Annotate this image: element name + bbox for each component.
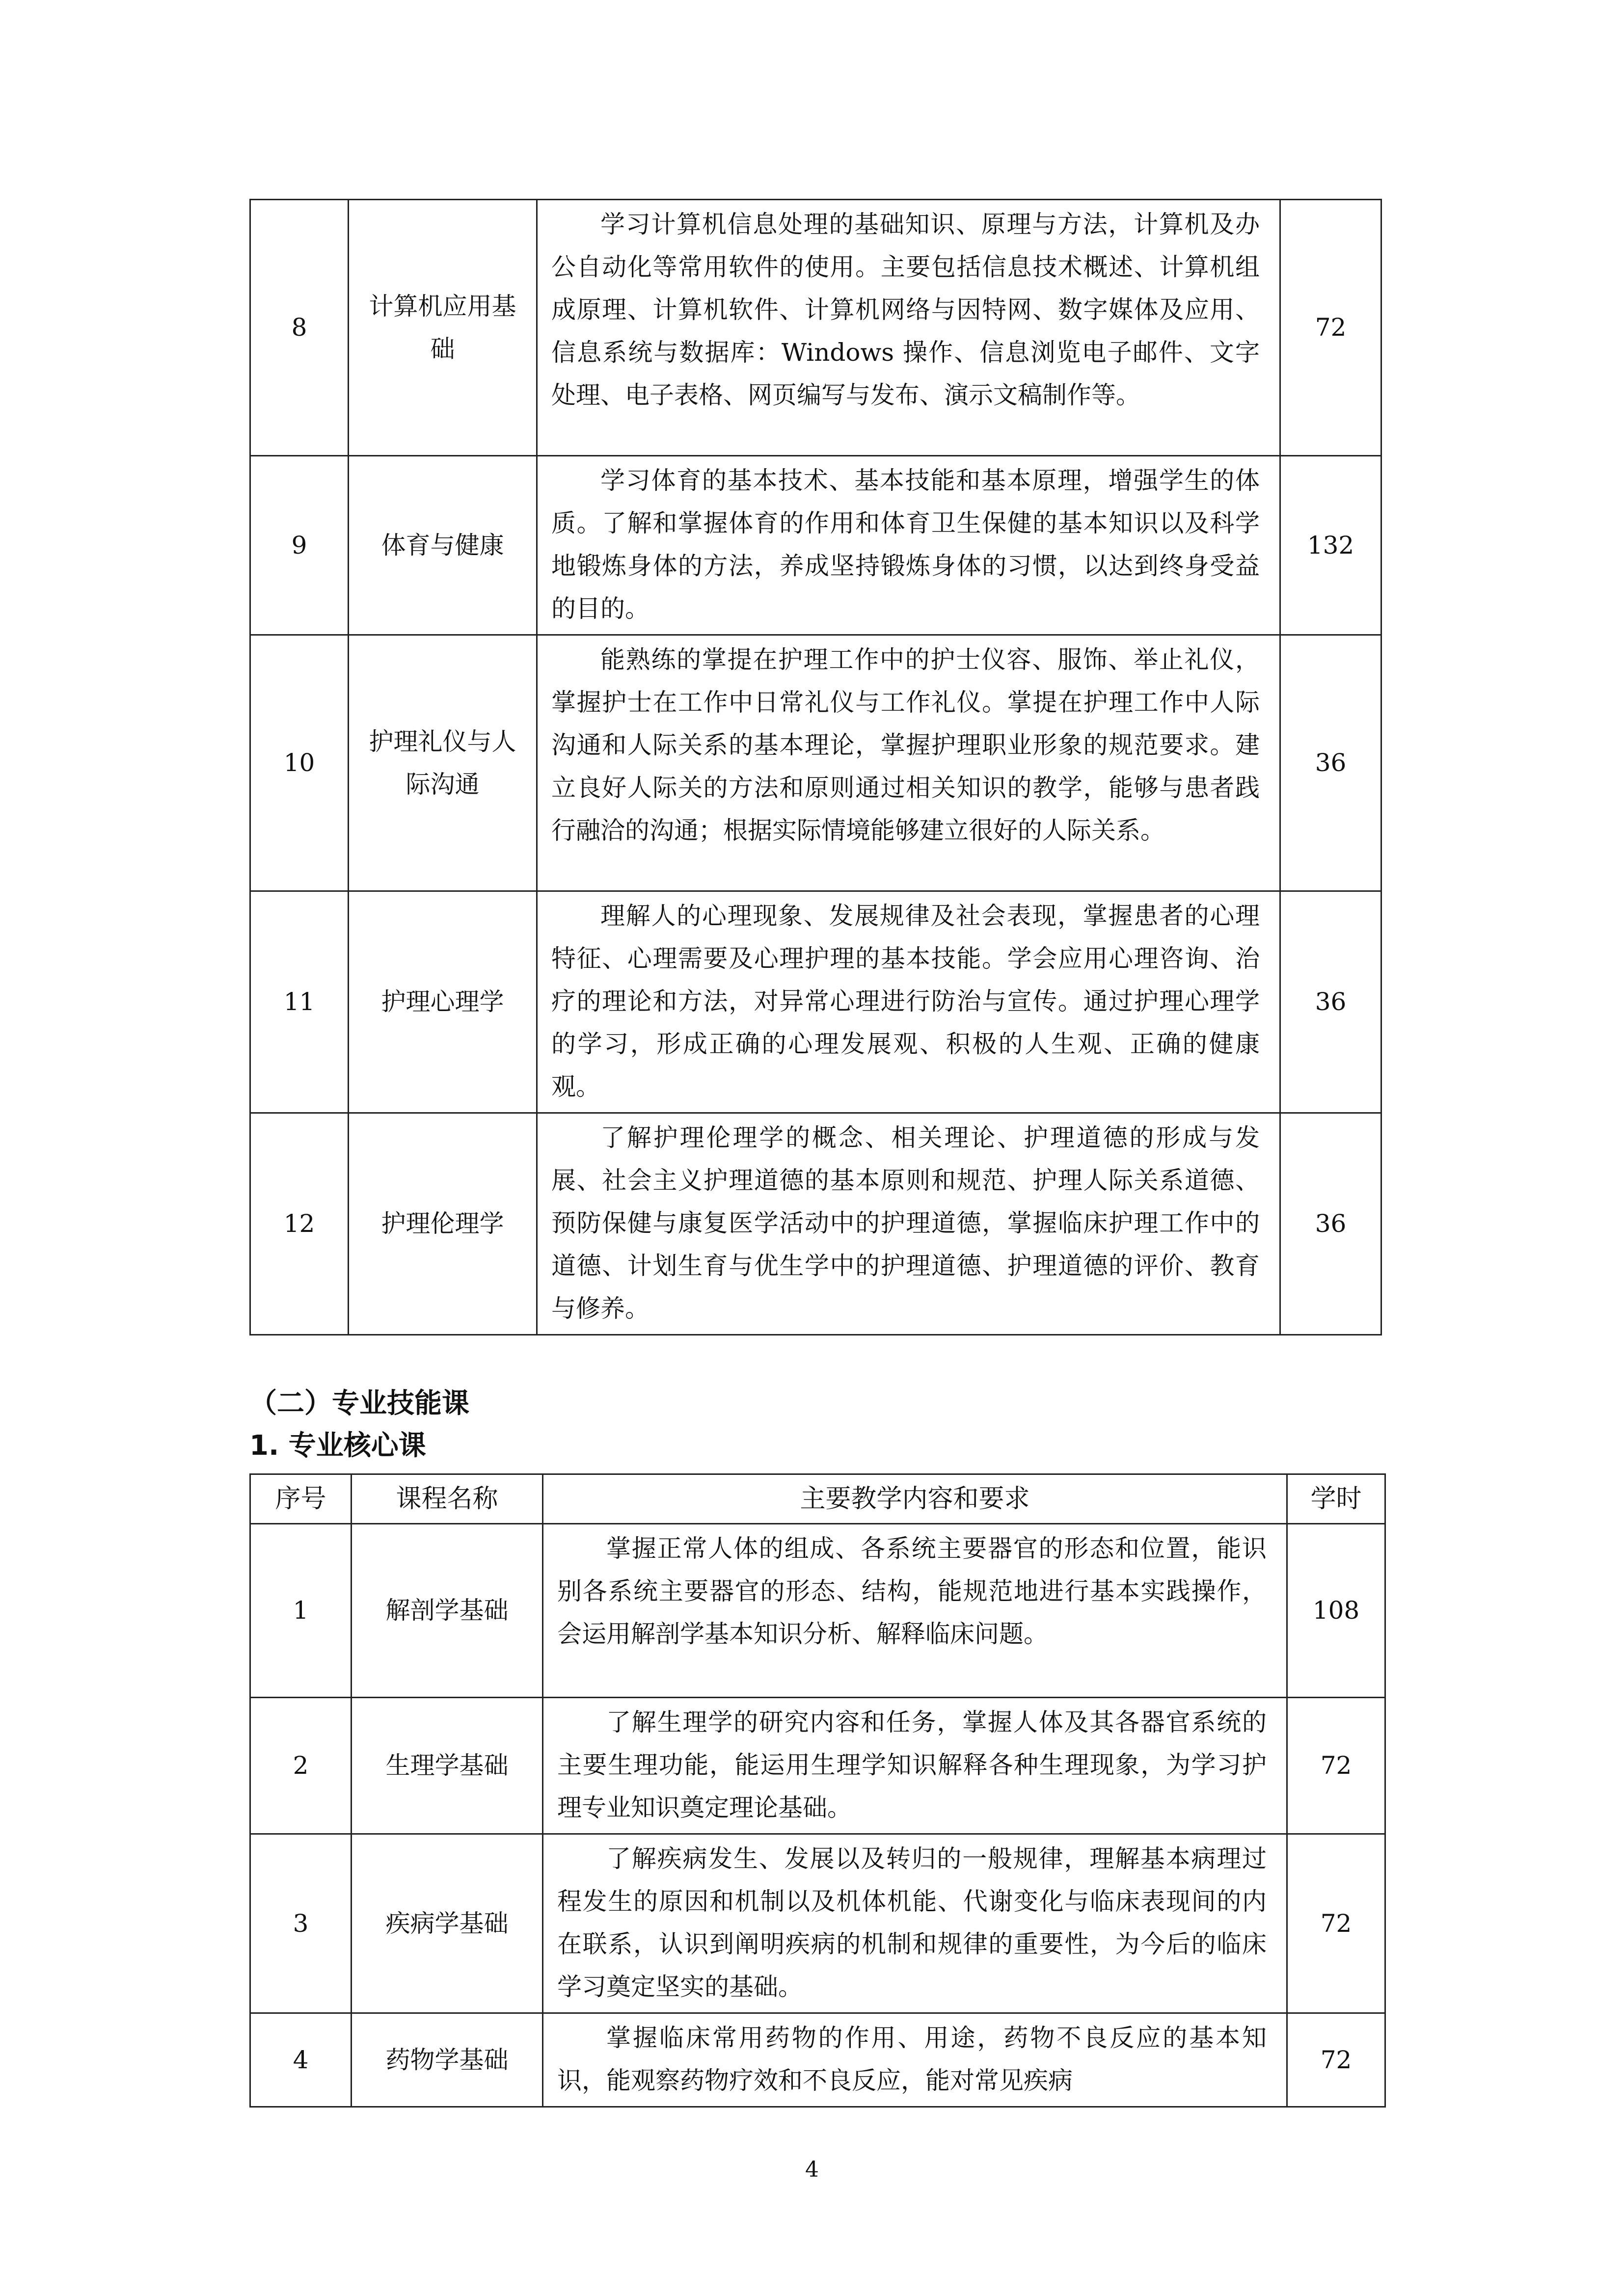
header-desc: 主要教学内容和要求 [543,1474,1287,1524]
course-name: 疾病学基础 [352,1834,543,2013]
row-number: 12 [250,1113,349,1335]
header-name: 课程名称 [352,1474,543,1524]
table-row [250,456,1381,635]
core-course-table [249,1473,1386,2108]
course-hours: 108 [1287,1524,1385,1698]
course-description: 学习计算机信息处理的基础知识、原理与方法，计算机及办公自动化等常用软件的使用。主要包括信息技术概述、计算机组成原理、计算机软件、计算机网络与因特网、数字媒体及应用、信息系统与数据库：Windows 操作、信息浏览电子邮件、文字处理、电子表格、网页编写与发布、演示文稿制作等。 [537,200,1280,456]
row-number: 8 [250,200,349,456]
course-hours: 36 [1280,1113,1381,1335]
table-row [250,1113,1381,1335]
course-hours: 72 [1280,200,1381,456]
course-table-continued [249,199,1382,1335]
table-row [250,1834,1385,2013]
course-hours: 132 [1280,456,1381,635]
row-number: 3 [250,1834,352,2013]
table-row [250,2013,1385,2107]
table-row [250,891,1381,1113]
table-header-row [250,1474,1385,1524]
course-description: 理解人的心理现象、发展规律及社会表现，掌握患者的心理特征、心理需要及心理护理的基本技能。学会应用心理咨询、治疗的理论和方法，对异常心理进行防治与宣传。通过护理心理学的学习，形成正确的心理发展观、积极的人生观、正确的健康观。 [537,891,1280,1113]
row-number: 10 [250,635,349,891]
table-row [250,1698,1385,1834]
course-name: 护理伦理学 [349,1113,537,1335]
row-number: 4 [250,2013,352,2107]
course-name: 护理心理学 [349,891,537,1113]
course-hours: 72 [1287,1834,1385,2013]
course-hours: 36 [1280,635,1381,891]
course-name: 计算机应用基础 [349,200,537,456]
course-name: 药物学基础 [352,2013,543,2107]
table-row [250,635,1381,891]
page-number: 4 [805,2157,819,2182]
course-description: 了解疾病发生、发展以及转归的一般规律，理解基本病理过程发生的原因和机制以及机体机能、代谢变化与临床表现间的内在联系，认识到阐明疾病的机制和规律的重要性，为今后的临床学习奠定坚实的基础。 [543,1834,1287,2013]
course-name: 体育与健康 [349,456,537,635]
course-name: 解剖学基础 [352,1524,543,1698]
course-description: 掌握正常人体的组成、各系统主要器官的形态和位置，能识别各系统主要器官的形态、结构，能规范地进行基本实践操作，会运用解剖学基本知识分析、解释临床问题。 [543,1524,1287,1698]
row-number: 11 [250,891,349,1113]
course-description: 掌握临床常用药物的作用、用途，药物不良反应的基本知识，能观察药物疗效和不良反应，能对常见疾病 [543,2013,1287,2107]
header-hours: 学时 [1287,1474,1385,1524]
course-hours: 36 [1280,891,1381,1113]
table-row [250,1524,1385,1698]
table-row [250,200,1381,456]
course-hours: 72 [1287,2013,1385,2107]
row-number: 1 [250,1524,352,1698]
course-description: 学习体育的基本技术、基本技能和基本原理，增强学生的体质。了解和掌握体育的作用和体育卫生保健的基本知识以及科学地锻炼身体的方法，养成坚持锻炼身体的习惯，以达到终身受益的目的。 [537,456,1280,635]
section-heading: （二）专业技能课 [249,1388,469,1419]
course-description: 了解护理伦理学的概念、相关理论、护理道德的形成与发展、社会主义护理道德的基本原则和规范、护理人际关系道德、预防保健与康复医学活动中的护理道德，掌握临床护理工作中的道德、计划生育与优生学中的护理道德、护理道德的评价、教育与修养。 [537,1113,1280,1335]
course-name: 生理学基础 [352,1698,543,1834]
course-name: 护理礼仪与人际沟通 [349,635,537,891]
course-description: 能熟练的掌提在护理工作中的护士仪容、服饰、举止礼仪，掌握护士在工作中日常礼仪与工作礼仪。掌提在护理工作中人际沟通和人际关系的基本理论，掌握护理职业形象的规范要求。建立良好人际关的方法和原则通过相关知识的教学，能够与患者践行融洽的沟通；根据实际情境能够建立很好的人际关系。 [537,635,1280,891]
sub-heading: 1. 专业核心课 [249,1430,426,1462]
row-number: 2 [250,1698,352,1834]
course-description: 了解生理学的研究内容和任务，掌握人体及其各器官系统的主要生理功能，能运用生理学知识解释各种生理现象，为学习护理专业知识奠定理论基础。 [543,1698,1287,1834]
row-number: 9 [250,456,349,635]
course-hours: 72 [1287,1698,1385,1834]
header-num: 序号 [250,1474,352,1524]
